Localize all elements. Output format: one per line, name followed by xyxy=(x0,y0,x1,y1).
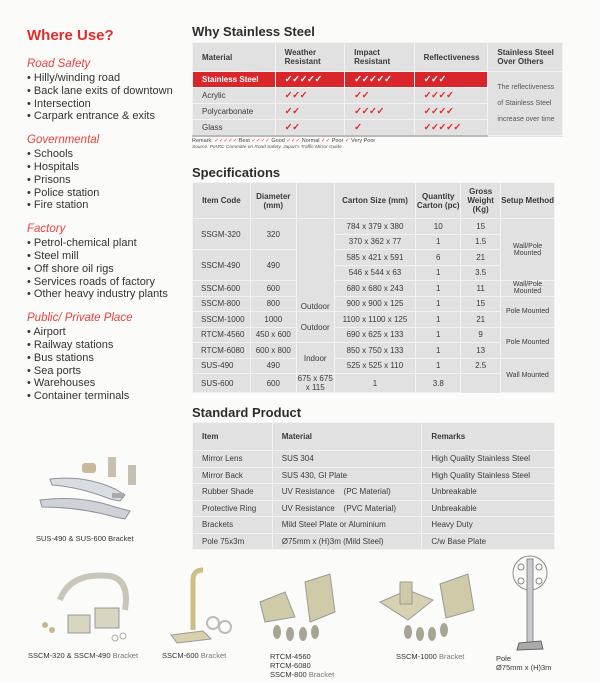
setup-method-cell: Wall/Pole Mounted xyxy=(501,219,555,281)
setup-method-cell: Pole Mounted xyxy=(501,327,555,358)
item-code-cell: RTCM-6080 xyxy=(193,343,251,359)
legend-label: Normal xyxy=(301,138,320,144)
quantity-cell: 1 xyxy=(416,281,461,297)
diameter-cell: 1000 xyxy=(250,312,296,328)
list-item: • Warehouses xyxy=(27,377,192,390)
material-cell: Glass xyxy=(193,120,276,136)
weight-cell: 15 xyxy=(461,219,501,235)
weight-cell: 15 xyxy=(461,296,501,312)
table-row xyxy=(193,484,555,501)
carton-size-cell: 525 x 525 x 110 xyxy=(334,358,416,374)
diameter-cell: 490 xyxy=(250,358,296,374)
category-title: Factory xyxy=(27,223,66,236)
environment-cell: Indoor xyxy=(296,343,334,374)
table-row xyxy=(193,343,555,359)
material-cell: Polycarbonate xyxy=(193,104,276,120)
column-header: Material xyxy=(193,43,276,72)
rating-cell: ✓✓✓ xyxy=(275,88,344,104)
list-item: • Back lane exits of downtown xyxy=(27,85,192,98)
material-cell: SUS 304 xyxy=(272,451,422,468)
rating-cell: ✓✓ xyxy=(345,88,414,104)
column-header: Reflectiveness xyxy=(414,43,488,72)
rating-cell: ✓✓ xyxy=(275,104,344,120)
category-title: Road Safety xyxy=(27,58,91,70)
diameter-cell: 600 xyxy=(250,374,296,393)
legend-label: Poor xyxy=(331,138,344,144)
item-code-cell: SSCM-800 xyxy=(193,296,251,312)
list-item: • Services roads of factory xyxy=(27,276,192,289)
category-title: Governmental xyxy=(27,134,100,147)
item-cell: Pole 75x3m xyxy=(193,533,273,550)
table-row xyxy=(193,500,555,517)
item-cell: Protective Ring xyxy=(193,500,273,517)
quantity-cell: 1 xyxy=(416,296,461,312)
table-row xyxy=(193,72,563,88)
column-header: Material xyxy=(272,423,422,451)
column-header: Impact Resistant xyxy=(345,43,414,72)
setup-method-cell: Pole Mounted xyxy=(501,296,555,327)
category-list xyxy=(27,237,192,301)
list-item: • Steel mill xyxy=(27,250,192,263)
table-row xyxy=(193,250,555,266)
remark-label: Remark: xyxy=(192,138,213,144)
legend-label: Very Poor xyxy=(351,138,376,144)
rating-cell: ✓✓✓✓✓ xyxy=(414,120,488,136)
remarks-cell: Unbreakable xyxy=(422,500,555,517)
carton-size-cell: 690 x 625 x 133 xyxy=(334,327,416,343)
remarks-cell: Heavy Duty xyxy=(422,517,555,534)
material-cell: SUS 430, GI Plate xyxy=(272,467,422,484)
list-item: • Intersection xyxy=(27,98,192,111)
item-cell: Brackets xyxy=(193,517,273,534)
rating-cell: ✓✓✓✓ xyxy=(345,104,414,120)
sus-bracket-caption: SUS-490 & SUS-600 Bracket xyxy=(36,534,134,543)
remarks-cell: High Quality Stainless Steel xyxy=(422,451,555,468)
table-row xyxy=(193,219,555,235)
legend-marks: ✓ xyxy=(344,138,350,144)
list-item: • Bus stations xyxy=(27,352,192,365)
weight-cell: 3.8 xyxy=(416,374,461,393)
list-item: • Prisons xyxy=(27,174,192,187)
over-others-cell: The reflectiveness of Stainless Steel increase over time xyxy=(488,72,563,136)
list-item: • Railway stations xyxy=(27,339,192,352)
category-list xyxy=(27,72,192,123)
sscm-1000-bracket-image xyxy=(378,572,488,642)
table-row xyxy=(193,467,555,484)
quantity-cell: 1 xyxy=(416,358,461,374)
use-category xyxy=(27,134,192,212)
carton-size-cell: 784 x 379 x 380 xyxy=(334,219,416,235)
carton-size-cell: 675 x 675 x 115 xyxy=(297,374,333,392)
list-item: • Other heavy industry plants xyxy=(27,288,192,301)
material-cell: Mild Steel Plate or Aluminium xyxy=(272,517,422,534)
environment-cell: Outdoor xyxy=(296,219,334,312)
list-item: • Off shore oil rigs xyxy=(27,263,192,276)
list-item: • Fire station xyxy=(27,199,192,212)
list-item: • Container terminals xyxy=(27,390,192,403)
list-item: • Schools xyxy=(27,148,192,161)
legend-marks: ✓✓✓✓ xyxy=(251,138,270,144)
weight-cell: 11 xyxy=(461,281,501,297)
specifications-title: Specifications xyxy=(192,165,281,180)
column-header: Item xyxy=(193,423,273,451)
use-category xyxy=(27,223,192,301)
rating-cell: ✓✓✓ xyxy=(414,72,488,88)
list-item: • Hilly/winding road xyxy=(27,72,192,85)
list-item: • Hospitals xyxy=(27,161,192,174)
material-cell: Acrylic xyxy=(193,88,276,104)
column-header: Stainless Steel Over Others xyxy=(488,43,563,72)
category-list xyxy=(27,326,192,403)
item-code-cell: SSGM-320 xyxy=(193,219,251,250)
weight-cell: 3.5 xyxy=(461,265,501,281)
quantity-cell: 1 xyxy=(416,265,461,281)
quantity-cell: 1 xyxy=(334,374,416,393)
carton-size-cell: 370 x 362 x 77 xyxy=(334,234,416,250)
sscm-600-bracket-image xyxy=(163,565,238,645)
list-item: • Airport xyxy=(27,326,192,339)
column-header: Remarks xyxy=(422,423,555,451)
remarks-cell: C/w Base Plate xyxy=(422,533,555,550)
column-header: Diameter (mm) xyxy=(250,183,296,219)
diameter-cell: 800 xyxy=(250,296,296,312)
weight-cell: 9 xyxy=(461,327,501,343)
use-category xyxy=(27,312,192,403)
quantity-cell: 10 xyxy=(416,219,461,235)
material-cell: UV Resistance (PC Material) xyxy=(272,484,422,501)
table-row xyxy=(193,517,555,534)
use-category xyxy=(27,58,192,123)
column-header: Carton Size (mm) xyxy=(334,183,416,219)
item-code-cell: RTCM-4560 xyxy=(193,327,251,343)
weight-cell: 21 xyxy=(461,312,501,328)
why-stainless-title: Why Stainless Steel xyxy=(192,24,315,39)
table-row xyxy=(193,312,555,328)
diameter-cell: 490 xyxy=(250,250,296,281)
sus-bracket-image xyxy=(30,445,140,525)
where-use-title: Where Use? xyxy=(27,27,114,44)
quantity-cell: 1 xyxy=(416,343,461,359)
table-row xyxy=(193,451,555,468)
sscm-1000-caption: SSCM-1000 Bracket xyxy=(396,652,465,661)
legend-marks: ✓✓✓ xyxy=(286,138,301,144)
rating-cell: ✓✓✓✓✓ xyxy=(275,72,344,88)
weight-cell: 1.5 xyxy=(461,234,501,250)
pole-caption: Pole Ø75mm x (H)3m xyxy=(496,654,552,672)
environment-cell: Outdoor xyxy=(296,312,334,343)
table-row xyxy=(193,533,555,550)
remarks-cell: High Quality Stainless Steel xyxy=(422,467,555,484)
item-code-cell: SSCM-1000 xyxy=(193,312,251,328)
column-header xyxy=(296,183,334,219)
carton-size-cell: 680 x 680 x 243 xyxy=(334,281,416,297)
rating-cell: ✓ xyxy=(345,120,414,136)
legend-label: Best xyxy=(238,138,250,144)
pole-image xyxy=(505,553,555,653)
carton-size-cell: 850 x 750 x 133 xyxy=(334,343,416,359)
item-code-cell: SUS-490 xyxy=(193,358,251,374)
item-cell: Mirror Back xyxy=(193,467,273,484)
category-list xyxy=(27,148,192,212)
item-code-cell: SUS-600 xyxy=(193,374,251,393)
list-item: • Petrol-chemical plant xyxy=(27,237,192,250)
material-cell: UV Resistance (PVC Material) xyxy=(272,500,422,517)
specifications-table xyxy=(192,182,555,393)
column-header: Quantity Carton (pc) xyxy=(416,183,461,219)
rating-cell: ✓✓ xyxy=(275,120,344,136)
table-row xyxy=(193,281,555,297)
material-cell: Ø75mm x (H)3m (Mild Steel) xyxy=(272,533,422,550)
item-code-cell: SSCM-600 xyxy=(193,281,251,297)
diameter-cell: 450 x 600 xyxy=(250,327,296,343)
legend-marks: ✓✓ xyxy=(321,138,331,144)
carton-size-cell: 546 x 544 x 63 xyxy=(334,265,416,281)
carton-size-cell: 1100 x 1100 x 125 xyxy=(334,312,416,328)
list-item: • Police station xyxy=(27,187,192,200)
weight-cell: 21 xyxy=(461,250,501,266)
where-use-panel xyxy=(27,27,192,414)
diameter-cell: 320 xyxy=(250,219,296,250)
rtcm-caption: RTCM-4560 RTCM-6080 SSCM-800 Bracket xyxy=(270,652,335,679)
list-item: • Carpark entrance & exits xyxy=(27,110,192,123)
quantity-cell: 1 xyxy=(416,327,461,343)
legend-marks: ✓✓✓✓✓ xyxy=(214,138,238,144)
diameter-cell: 600 x 800 xyxy=(250,343,296,359)
weight-cell: 13 xyxy=(461,343,501,359)
setup-method-cell: Wall Mounted xyxy=(501,358,555,393)
rating-cell: ✓✓✓✓ xyxy=(414,104,488,120)
category-title: Public/ Private Place xyxy=(27,312,133,325)
item-cell: Mirror Lens xyxy=(193,451,273,468)
quantity-cell: 1 xyxy=(416,312,461,328)
quantity-cell: 6 xyxy=(416,250,461,266)
remarks-cell: Unbreakable xyxy=(422,484,555,501)
list-item: • Sea ports xyxy=(27,365,192,378)
sscm-320-490-caption: SSCM-320 & SSCM-490 Bracket xyxy=(28,651,139,660)
column-header: Setup Method xyxy=(501,183,555,219)
sscm-600-caption: SSCM-600 Bracket xyxy=(162,651,227,660)
rating-cell: ✓✓✓✓ xyxy=(414,88,488,104)
rtcm-bracket-image xyxy=(255,572,360,642)
diameter-cell: 600 xyxy=(250,281,296,297)
quantity-cell: 1 xyxy=(416,234,461,250)
column-header: Weather Resistant xyxy=(275,43,344,72)
material-cell: Stainless Steel xyxy=(193,72,276,88)
rating-cell: ✓✓✓✓✓ xyxy=(345,72,414,88)
standard-product-table xyxy=(192,422,555,550)
legend-label: Good xyxy=(271,138,285,144)
table-row xyxy=(193,327,555,343)
table-row xyxy=(193,296,555,312)
table-row xyxy=(193,358,555,374)
remark-legend xyxy=(192,138,375,144)
carton-size-cell: 585 x 421 x 591 xyxy=(334,250,416,266)
column-header: Gross Weight (Kg) xyxy=(461,183,501,219)
standard-product-title: Standard Product xyxy=(192,405,302,420)
why-stainless-table xyxy=(192,42,563,137)
column-header: Item Code xyxy=(193,183,251,219)
item-cell: Rubber Shade xyxy=(193,484,273,501)
setup-method-cell: Wall/Pole Mounted xyxy=(501,281,555,297)
weight-cell: 2.5 xyxy=(461,358,501,374)
carton-size-cell: 900 x 900 x 125 xyxy=(334,296,416,312)
sscm-320-490-bracket-image xyxy=(30,570,135,645)
item-code-cell: SSCM-490 xyxy=(193,250,251,281)
source-note: Source: PIARC Committe on Road Safety. Japan's Traffic Mirror Guide xyxy=(192,145,342,150)
